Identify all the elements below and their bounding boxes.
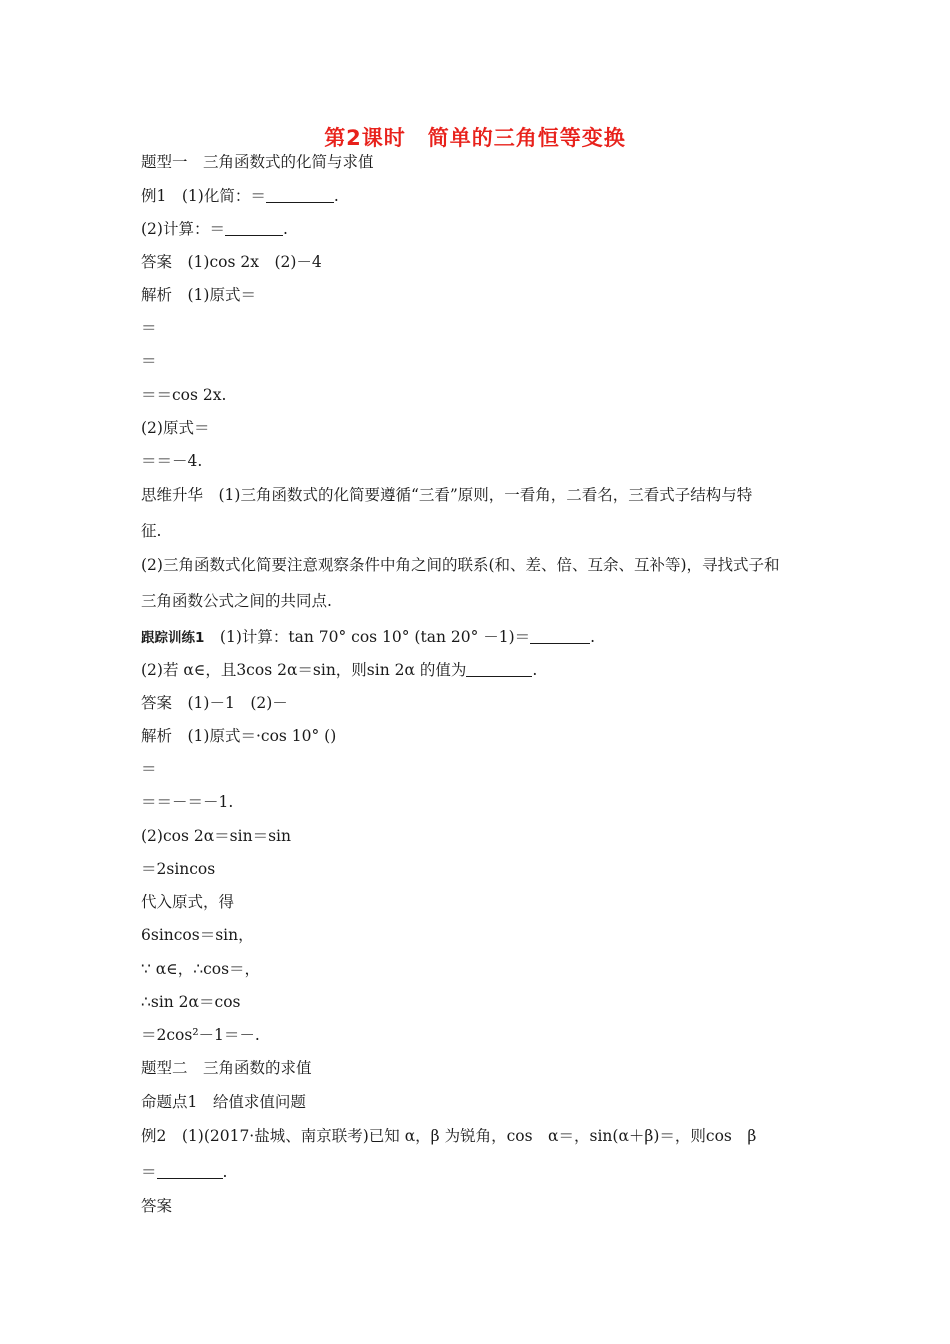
- answer-line: 答案 (1)cos 2x (2)－4: [141, 253, 322, 271]
- answer-line: 答案: [141, 1197, 173, 1215]
- subsection-heading: 命题点1 给值求值问题: [141, 1093, 306, 1111]
- section-heading: 题型一 三角函数式的化简与求值: [141, 153, 374, 171]
- solution-line: ∵ α∈，∴cos＝，: [141, 960, 261, 978]
- solution-line: ＝: [141, 319, 157, 337]
- solution-line: ＝: [141, 352, 157, 370]
- solution-line: ＝＝cos 2x.: [141, 386, 227, 404]
- solution-line: ＝2sincos: [141, 860, 216, 878]
- solution-line: 代入原式，得: [141, 893, 235, 911]
- solution-line: 解析 (1)原式＝: [141, 286, 256, 304]
- summary-line: 思维升华 (1)三角函数式的化简要遵循“三看”原则，一看角，二看名，三看式子结构与特: [141, 486, 753, 504]
- summary-line: 三角函数公式之间的共同点.: [141, 592, 332, 610]
- example-2-blank-line: ＝ .: [141, 1163, 228, 1181]
- answer-line: 答案 (1)－1 (2)－: [141, 694, 288, 712]
- answer-blank: [466, 662, 532, 677]
- answer-blank: [225, 221, 283, 236]
- solution-line: (2)原式＝: [141, 419, 210, 437]
- summary-line: 征.: [141, 522, 162, 540]
- solution-line: 6sincos＝sin，: [141, 926, 254, 944]
- solution-line: ＝: [141, 760, 157, 778]
- answer-blank: [157, 1164, 223, 1179]
- solution-line: ∴sin 2α＝cos: [141, 993, 241, 1011]
- solution-line: ＝2cos²－1＝－.: [141, 1026, 260, 1044]
- example-1-part2-line: (2)计算：＝ .: [141, 220, 288, 238]
- solution-line: ＝＝－4.: [141, 452, 203, 470]
- practice-1-line: 跟踪训练1 (1)计算：tan 70° cos 10° (tan 20° －1)＝ .: [141, 628, 596, 646]
- answer-blank: [266, 188, 334, 203]
- page-title: 第2课时 简单的三角恒等变换: [324, 126, 626, 150]
- solution-line: ＝＝－＝－1.: [141, 793, 234, 811]
- solution-line: 解析 (1)原式＝·cos 10° (): [141, 727, 337, 745]
- practice-1-part2-line: (2)若 α∈，且3cos 2α＝sin，则sin 2α 的值为 .: [141, 661, 538, 679]
- summary-line: (2)三角函数式化简要注意观察条件中角之间的联系(和、差、倍、互余、互补等)，寻找式子和: [141, 556, 780, 574]
- answer-blank: [530, 629, 590, 644]
- example-2-line: 例2 (1)(2017·盐城、南京联考)已知 α，β 为锐角，cos α＝，sin(α＋β)＝，则cos β: [141, 1127, 757, 1145]
- section-heading: 题型二 三角函数的求值: [141, 1059, 312, 1077]
- practice-label: 跟踪训练1: [141, 630, 205, 646]
- solution-line: (2)cos 2α＝sin＝sin: [141, 827, 291, 845]
- example-1-line: 例1 (1)化简：＝ .: [141, 187, 339, 205]
